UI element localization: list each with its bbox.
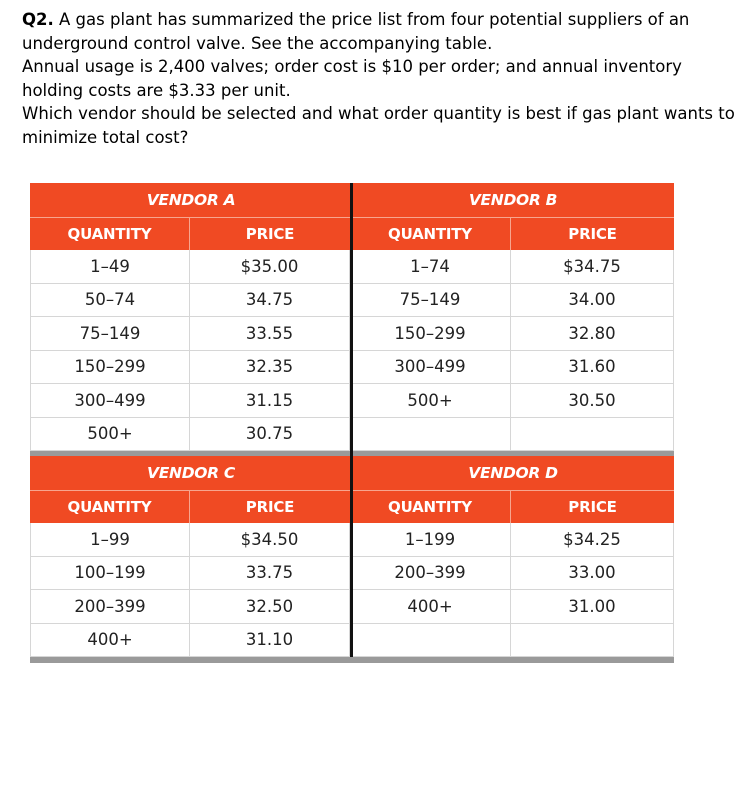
- vendor-b-quantity: 500+: [350, 384, 511, 418]
- vendor-c-quantity: 1–99: [30, 523, 190, 557]
- vendor-a-title: VENDOR A: [146, 191, 236, 209]
- vendor-b-price: $34.75: [511, 250, 674, 284]
- vendor-c-quantity: 200–399: [30, 590, 190, 624]
- vendor-a-price: 34.75: [190, 284, 350, 318]
- vendor-d-price: 31.00: [511, 590, 674, 624]
- vendor-a-quantity: 150–299: [30, 351, 190, 385]
- question-line-1: A gas plant has summarized the price list from four potential suppliers of an underground control valve. See the accompanying table.: [22, 10, 690, 53]
- vendor-c-price-header: PRICE: [190, 490, 350, 523]
- vendor-b-quantity: 75–149: [350, 284, 511, 318]
- vendor-b-price: 32.80: [511, 317, 674, 351]
- vendor-b-quantity-header: QUANTITY: [350, 217, 511, 250]
- vendor-c-price: 32.50: [190, 590, 350, 624]
- question-line-3: Which vendor should be selected and what order quantity is best if gas plant wants to minimize total cost?: [22, 104, 735, 147]
- vendor-c-title: VENDOR C: [147, 464, 235, 482]
- vendor-b-quantity: [350, 418, 511, 452]
- vendor-b-price: [511, 418, 674, 452]
- vendor-a-price-header: PRICE: [190, 217, 350, 250]
- vendor-b-price: 34.00: [511, 284, 674, 318]
- vendor-b-price: 31.60: [511, 351, 674, 385]
- vendor-a-quantity: 75–149: [30, 317, 190, 351]
- vendor-c-quantity: 100–199: [30, 557, 190, 591]
- vendor-a-price: 33.55: [190, 317, 350, 351]
- vendor-d-quantity: [350, 624, 511, 658]
- vendor-d-quantity: 400+: [350, 590, 511, 624]
- vendor-divider-line: [350, 183, 353, 657]
- vendor-d-price: $34.25: [511, 523, 674, 557]
- vendor-c-quantity: 400+: [30, 624, 190, 658]
- vendor-d-price-header: PRICE: [511, 490, 674, 523]
- vendor-a-quantity: 500+: [30, 418, 190, 452]
- price-table: [30, 183, 674, 663]
- vendor-d-quantity: 200–399: [350, 557, 511, 591]
- vendor-a-quantity: 300–499: [30, 384, 190, 418]
- vendor-d-quantity: 1–199: [350, 523, 511, 557]
- vendor-d-price: [511, 624, 674, 658]
- vendor-d-price: 33.00: [511, 557, 674, 591]
- vendor-a-price: 30.75: [190, 418, 350, 452]
- vendor-a-quantity: 1–49: [30, 250, 190, 284]
- question-number: Q2.: [22, 10, 54, 29]
- vendor-c-price: 31.10: [190, 624, 350, 658]
- vendor-a-quantity: 50–74: [30, 284, 190, 318]
- vendor-a-quantity-header: QUANTITY: [30, 217, 190, 250]
- vendor-c-price: 33.75: [190, 557, 350, 591]
- vendor-b-title: VENDOR B: [468, 191, 558, 209]
- vendor-b-price-header: PRICE: [511, 217, 674, 250]
- vendor-d-title: VENDOR D: [468, 464, 558, 482]
- vendor-a-price: $35.00: [190, 250, 350, 284]
- question-line-2: Annual usage is 2,400 valves; order cost is $10 per order; and annual inventory holding costs are $3.33 per unit.: [22, 57, 682, 100]
- vendor-c-quantity-header: QUANTITY: [30, 490, 190, 523]
- vendor-b-quantity: 150–299: [350, 317, 511, 351]
- vendor-c-price: $34.50: [190, 523, 350, 557]
- table-bottom-rule: [30, 657, 674, 663]
- question-text: [22, 8, 737, 149]
- vendor-b-price: 30.50: [511, 384, 674, 418]
- vendor-b-quantity: 1–74: [350, 250, 511, 284]
- vendor-a-price: 31.15: [190, 384, 350, 418]
- vendor-b-quantity: 300–499: [350, 351, 511, 385]
- vendor-d-quantity-header: QUANTITY: [350, 490, 511, 523]
- vendor-a-price: 32.35: [190, 351, 350, 385]
